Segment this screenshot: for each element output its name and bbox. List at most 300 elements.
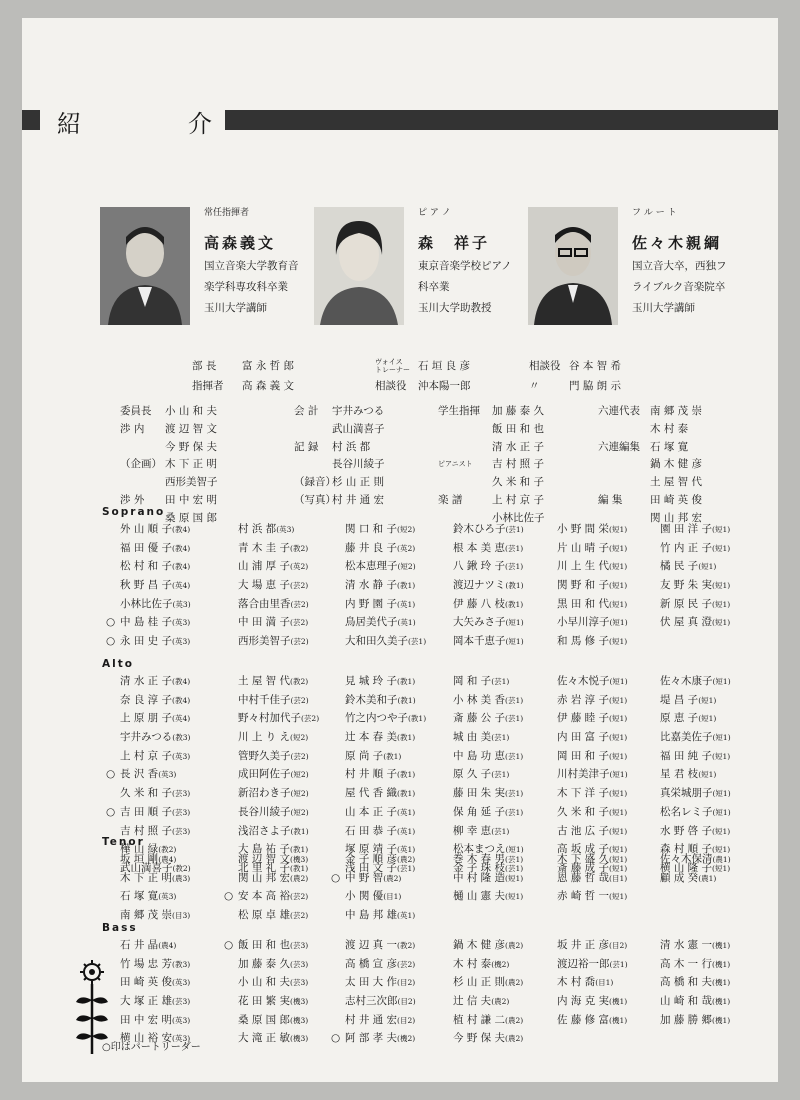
member-name: 石 田 恭 子 xyxy=(345,824,398,837)
member-name: 田 中 宏 明 xyxy=(120,1013,173,1026)
member-class: (教1) xyxy=(408,714,427,724)
member-entry xyxy=(345,539,415,559)
member-name: 関 口 和 子 xyxy=(345,523,398,535)
staff-cell: 石 垣 良 彦 xyxy=(418,360,471,372)
member-entry xyxy=(453,691,523,711)
bass-members xyxy=(120,936,760,1048)
member-class: (短1) xyxy=(698,770,717,780)
member-name: 上 村 京 子 xyxy=(120,749,173,762)
member-entry xyxy=(557,936,627,956)
member-entry xyxy=(331,869,402,889)
member-entry xyxy=(557,850,627,870)
member-class: (農2) xyxy=(383,873,402,883)
committee-row xyxy=(120,403,760,421)
member-entry xyxy=(557,709,627,729)
member-entry xyxy=(660,765,716,785)
committee-cell: 木 下 正 明 xyxy=(165,458,218,471)
profile-name: 森 祥子 xyxy=(418,234,491,252)
member-class: (芸1) xyxy=(397,863,416,873)
member-name: 樋 山 憲 夫 xyxy=(453,890,506,903)
staff-cell: 相談役 xyxy=(529,360,561,372)
member-row xyxy=(120,936,760,955)
member-class: (短1) xyxy=(609,807,628,817)
member-entry xyxy=(238,520,294,540)
member-name: 奈 良 淳 子 xyxy=(120,693,173,706)
member-class: (英2) xyxy=(290,562,309,572)
member-class: (短1) xyxy=(712,543,731,553)
member-row xyxy=(106,632,760,651)
member-name: 安 本 高 裕 xyxy=(238,890,291,903)
member-name: 小 林 美 香 xyxy=(453,693,506,706)
member-row xyxy=(120,869,760,888)
member-row xyxy=(120,887,760,906)
member-class: (短1) xyxy=(712,599,731,609)
committee-cell: 六連編集 xyxy=(598,440,640,453)
member-class: (農1) xyxy=(712,855,731,864)
member-class: (芸2) xyxy=(290,637,309,647)
member-class: (短1) xyxy=(712,618,731,628)
member-name: 今 野 保 夫 xyxy=(453,1032,506,1045)
staff-cell: ヴォイス トレーナー xyxy=(375,358,410,374)
member-entry xyxy=(345,557,416,577)
member-entry xyxy=(557,1011,627,1031)
member-entry xyxy=(660,672,731,692)
committee-cell: 宇井みつる xyxy=(332,405,385,417)
member-class: (芸3) xyxy=(290,978,309,988)
member-name: 根 本 美 恵 xyxy=(453,541,506,554)
member-class: (芸3) xyxy=(172,997,191,1007)
committee-cell: （録音） xyxy=(294,476,336,489)
part-leader-mark: ○ xyxy=(106,616,116,629)
member-class: (農2) xyxy=(491,997,510,1007)
member-class: (芸1) xyxy=(505,789,524,799)
member-name: 城 由 美 xyxy=(453,731,492,744)
photo-portrait xyxy=(314,207,404,325)
member-name: 金 子 順 彦 xyxy=(345,853,398,865)
member-entry xyxy=(120,728,190,748)
member-name: 和 馬 修 子 xyxy=(557,635,610,648)
committee-cell: 加 藤 泰 久 xyxy=(492,405,545,417)
member-entry xyxy=(345,672,415,692)
member-class: (教2) xyxy=(290,543,309,553)
member-name: 屋 代 香 織 xyxy=(345,787,398,800)
member-name: 加 藤 泰 久 xyxy=(238,957,291,970)
member-name: 園 田 洋 子 xyxy=(660,523,713,535)
member-class: (芸3) xyxy=(290,959,309,969)
member-class: (農4) xyxy=(158,941,177,950)
member-entry xyxy=(557,728,627,748)
member-entry xyxy=(557,869,627,889)
profile-line: 科卒業 xyxy=(418,281,450,293)
member-row xyxy=(120,955,760,974)
member-name: 吉 田 順 子 xyxy=(120,805,173,818)
member-entry xyxy=(660,747,730,767)
member-class: (英3) xyxy=(172,978,191,988)
member-name: 大和田久美子 xyxy=(345,635,408,648)
member-class: (短2) xyxy=(290,807,309,817)
staff-cell: 沖本陽一郎 xyxy=(418,380,471,392)
member-entry xyxy=(453,709,523,729)
header-title-1: 紹 xyxy=(57,110,83,138)
member-class: (芸1) xyxy=(491,770,510,780)
committee-cell: 関 山 邦 宏 xyxy=(650,511,703,524)
member-entry xyxy=(224,887,309,907)
member-name: 小林比佐子 xyxy=(120,597,173,610)
member-entry xyxy=(453,728,509,748)
profile-line: 玉川大学助教授 xyxy=(418,302,492,314)
member-class: (機1) xyxy=(609,1015,628,1025)
staff-row xyxy=(192,376,752,396)
committee-cell: （写真） xyxy=(294,493,336,506)
member-name: 岡本千恵子 xyxy=(453,635,506,648)
part-leader-mark: ○ xyxy=(106,805,116,818)
member-entry xyxy=(120,973,190,993)
member-class: (短1) xyxy=(712,789,731,799)
committee-cell: ピアニスト xyxy=(438,460,473,469)
committee-cell: 委員長 xyxy=(120,405,152,417)
member-name: 伊 藤 八 枝 xyxy=(453,597,506,610)
member-class: (教4) xyxy=(172,677,191,686)
member-name: 川村美津子 xyxy=(557,768,610,781)
member-name: 青 木 圭 子 xyxy=(238,541,291,554)
member-name: 新沼わき子 xyxy=(238,787,291,800)
member-row xyxy=(120,906,760,925)
member-name: 横 山 隆 子 xyxy=(660,861,713,874)
member-row xyxy=(120,784,760,803)
committee-cell: 桑 原 国 郎 xyxy=(165,511,218,524)
committee-cell: 楽 譜 xyxy=(438,493,463,506)
member-row xyxy=(120,1029,760,1048)
member-entry xyxy=(345,632,426,652)
member-entry xyxy=(238,765,309,785)
member-entry xyxy=(238,728,308,748)
member-name: 伊 藤 睦 子 xyxy=(557,712,610,725)
member-class: (教4) xyxy=(172,695,191,705)
member-class: (芸2) xyxy=(290,618,309,628)
member-name: 大矢みさ子 xyxy=(453,616,506,629)
member-entry xyxy=(106,803,191,823)
member-name: 山 崎 和 哉 xyxy=(660,995,713,1008)
member-entry xyxy=(106,632,191,652)
member-entry xyxy=(238,784,309,804)
member-class: (農2) xyxy=(505,1034,524,1044)
member-class: (短1) xyxy=(609,695,628,705)
member-class: (短1) xyxy=(609,892,628,902)
member-entry xyxy=(453,520,524,540)
member-class: (農1) xyxy=(698,873,717,883)
member-entry xyxy=(345,1011,415,1031)
profile-line: ライブルク音楽院卒 xyxy=(632,281,726,293)
member-name: 久 米 和 子 xyxy=(120,787,173,800)
member-class: (機2) xyxy=(397,1034,416,1044)
member-name: 見 城 玲 子 xyxy=(345,675,398,687)
header-left-bar xyxy=(22,110,40,130)
member-name: 成田阿佐子 xyxy=(238,768,291,781)
alto-members xyxy=(106,672,760,878)
member-name: 久 米 和 子 xyxy=(557,805,610,818)
member-name: 真栄城朋子 xyxy=(660,787,713,800)
member-class: (芸1) xyxy=(505,807,524,817)
staff-list xyxy=(192,356,752,396)
member-row xyxy=(120,850,760,869)
member-class: (機3) xyxy=(290,855,309,864)
member-name: 北 里 礼 子 xyxy=(238,861,291,874)
member-name: 黒 田 和 代 xyxy=(557,597,610,610)
member-class: (教1) xyxy=(505,581,524,591)
member-name: 樺 山 緑 xyxy=(120,843,159,856)
member-class: (短1) xyxy=(712,863,731,873)
member-entry xyxy=(345,728,415,748)
member-name: 大 場 恵 子 xyxy=(238,579,291,592)
member-class: (短1) xyxy=(505,873,524,883)
member-entry xyxy=(557,632,627,652)
member-class: (機1) xyxy=(712,997,731,1007)
member-entry xyxy=(660,728,731,748)
member-row xyxy=(120,576,760,595)
member-name: 花 田 繁 実 xyxy=(238,995,291,1008)
member-name: 鳥居美代子 xyxy=(345,616,398,629)
committee-cell: 久 米 和 子 xyxy=(492,476,545,489)
member-row xyxy=(120,520,760,539)
member-name: 原 久 子 xyxy=(453,768,492,781)
member-class: (目2) xyxy=(397,1015,416,1025)
member-entry xyxy=(120,784,190,804)
member-class: (教4) xyxy=(172,543,191,553)
member-entry xyxy=(453,595,523,615)
member-name: 山 浦 厚 子 xyxy=(238,560,291,573)
member-class: (芸2) xyxy=(290,892,309,902)
member-row xyxy=(106,765,760,784)
committee-cell: 村 井 通 宏 xyxy=(332,493,385,506)
committee-cell: （企画） xyxy=(120,458,162,471)
member-entry xyxy=(453,973,523,993)
member-class: (英3) xyxy=(172,637,191,647)
member-class: (芸1) xyxy=(491,733,510,743)
committee-row xyxy=(120,456,760,474)
profile-pianist xyxy=(314,203,534,343)
member-class: (目2) xyxy=(397,997,416,1007)
member-class: (教1) xyxy=(397,770,416,780)
member-name: 石 井 晶 xyxy=(120,939,159,951)
member-row xyxy=(120,973,760,992)
member-row xyxy=(120,822,760,841)
member-entry xyxy=(120,557,190,577)
member-name: 松 村 和 子 xyxy=(120,560,173,573)
member-name: 横 山 裕 安 xyxy=(120,1032,173,1045)
member-class: (短1) xyxy=(609,618,628,628)
member-name: 中 田 満 子 xyxy=(238,616,291,629)
member-class: (教3) xyxy=(172,959,191,969)
member-entry xyxy=(120,595,191,615)
member-class: (機2) xyxy=(491,959,510,969)
member-class: (芸1) xyxy=(505,525,524,534)
member-entry xyxy=(120,955,190,975)
member-class: (芸2) xyxy=(301,714,320,724)
member-class: (芸1) xyxy=(505,751,524,761)
member-class: (短1) xyxy=(505,892,524,902)
member-entry xyxy=(453,955,509,975)
member-name: 古 池 広 子 xyxy=(557,824,610,837)
committee-cell: 田 崎 英 俊 xyxy=(650,493,703,506)
member-name: 外 山 順 子 xyxy=(120,523,173,535)
member-name: 松本まつえ xyxy=(453,843,506,856)
member-class: (目3) xyxy=(172,911,191,921)
member-name: 長谷川綾子 xyxy=(238,805,291,818)
member-name: 顧 成 癸 xyxy=(660,871,699,884)
member-entry xyxy=(345,709,426,729)
member-class: (短1) xyxy=(698,714,717,724)
member-name: 管野久美子 xyxy=(238,749,291,762)
member-class: (目1) xyxy=(595,978,614,988)
member-entry xyxy=(557,784,627,804)
member-name: 渡辺裕一郎 xyxy=(557,957,610,970)
member-name: 新 原 民 子 xyxy=(660,597,713,610)
member-name: 村 浜 都 xyxy=(238,523,277,535)
profile-name: 佐々木親綱 xyxy=(632,234,723,252)
member-entry xyxy=(345,803,415,823)
member-row xyxy=(120,1011,760,1030)
member-name: 山 本 正 子 xyxy=(345,805,398,818)
member-class: (短1) xyxy=(609,637,628,647)
member-entry xyxy=(557,520,627,540)
member-class: (短1) xyxy=(505,618,524,628)
member-class: (短1) xyxy=(609,677,628,686)
member-class: (短1) xyxy=(712,807,731,817)
member-name: 長 沢 香 xyxy=(120,768,159,781)
member-class: (英3) xyxy=(172,1015,191,1025)
member-class: (短1) xyxy=(609,714,628,724)
member-class: (教2) xyxy=(172,863,191,873)
member-name: 杉 山 正 則 xyxy=(453,976,506,989)
member-class: (教1) xyxy=(397,695,416,705)
member-name: 植 村 謙 二 xyxy=(453,1013,506,1026)
member-entry xyxy=(557,595,627,615)
member-class: (芸1) xyxy=(491,677,510,686)
member-name: 坂 井 正 彦 xyxy=(557,939,610,951)
member-entry xyxy=(557,576,627,596)
soprano-members xyxy=(106,520,760,651)
member-class: (英1) xyxy=(397,599,416,609)
committee-cell: 記 録 xyxy=(294,440,319,453)
member-entry xyxy=(106,613,191,633)
member-name: 小 山 和 夫 xyxy=(238,976,291,989)
member-entry xyxy=(238,869,308,889)
member-class: (教1) xyxy=(397,677,416,686)
member-class: (短1) xyxy=(698,562,717,572)
member-entry xyxy=(453,672,509,692)
member-row xyxy=(106,613,760,632)
member-class: (芸2) xyxy=(290,581,309,591)
member-name: 志村三次郎 xyxy=(345,995,398,1008)
member-entry xyxy=(331,1029,416,1049)
member-name: 清 水 正 子 xyxy=(120,675,173,687)
committee-cell: 学生指揮 xyxy=(438,405,480,417)
profile-line: 玉川大学講師 xyxy=(632,302,695,314)
member-entry xyxy=(660,539,730,559)
committee-cell: 土 屋 智 代 xyxy=(650,476,703,489)
member-name: 太 田 大 作 xyxy=(345,976,398,989)
member-entry xyxy=(238,691,309,711)
member-entry xyxy=(660,992,730,1012)
member-name: 清 水 憲 一 xyxy=(660,939,713,951)
member-name: 鍋 木 健 彦 xyxy=(453,939,506,951)
committee-cell: 吉 村 照 子 xyxy=(492,458,545,471)
member-class: (短1) xyxy=(609,581,628,591)
committee-cell: 渡 辺 智 文 xyxy=(165,422,218,435)
member-row xyxy=(120,691,760,710)
member-entry xyxy=(557,887,627,907)
member-class: (短1) xyxy=(712,733,731,743)
member-class: (短2) xyxy=(290,789,309,799)
member-class: (英1) xyxy=(397,618,416,628)
member-name: 中 村 隆 造 xyxy=(453,871,506,884)
member-entry xyxy=(557,765,628,785)
member-name: 永 田 史 子 xyxy=(120,635,173,648)
member-entry xyxy=(557,557,627,577)
staff-cell: 門 脇 朗 示 xyxy=(569,380,622,392)
member-name: 恩 藤 哲 哉 xyxy=(557,871,610,884)
header-right-bar xyxy=(225,110,778,130)
member-name: 佐 藤 修 富 xyxy=(557,1013,610,1026)
committee-row xyxy=(120,492,760,510)
member-entry xyxy=(660,784,731,804)
member-class: (短2) xyxy=(397,525,416,534)
member-class: (短1) xyxy=(712,751,731,761)
member-entry xyxy=(453,539,523,559)
member-entry xyxy=(453,765,509,785)
member-entry xyxy=(238,850,308,870)
member-name: 西形美智子 xyxy=(238,635,291,648)
member-entry xyxy=(557,691,627,711)
member-entry xyxy=(345,784,415,804)
committee-row xyxy=(120,439,760,457)
member-entry xyxy=(120,869,190,889)
member-class: (教1) xyxy=(397,789,416,799)
member-name: 川 上 り え xyxy=(238,731,291,744)
member-entry xyxy=(557,672,628,692)
member-name: 斎 藤 成 子 xyxy=(557,861,610,874)
member-class: (芸1) xyxy=(505,695,524,705)
member-entry xyxy=(238,1011,308,1031)
member-entry xyxy=(345,595,415,615)
member-name: 加 藤 勝 郷 xyxy=(660,1013,713,1026)
member-class: (教1) xyxy=(290,826,309,836)
committee-list xyxy=(120,403,760,528)
member-entry xyxy=(453,632,524,652)
committee-cell: 武山満喜子 xyxy=(332,422,385,435)
member-class: (短1) xyxy=(712,826,731,836)
member-entry xyxy=(345,955,415,975)
member-name: 八 鍬 玲 子 xyxy=(453,560,506,573)
profile-line: 東京音楽学校ピアノ xyxy=(418,260,512,272)
member-row xyxy=(120,728,760,747)
member-name: 南 郷 茂 崇 xyxy=(120,909,173,922)
member-name: 秋 野 昌 子 xyxy=(120,579,173,592)
committee-cell: 西形美智子 xyxy=(165,476,218,489)
member-name: 内 田 富 子 xyxy=(557,731,610,744)
member-class: (機1) xyxy=(712,941,731,950)
member-entry xyxy=(238,973,308,993)
member-entry xyxy=(345,973,415,993)
member-row xyxy=(120,709,760,728)
member-name: 巻 木 春 男 xyxy=(453,853,506,865)
member-entry xyxy=(120,850,176,870)
member-class: (教1) xyxy=(505,599,524,609)
brochure-page xyxy=(22,18,778,1082)
member-row xyxy=(106,803,760,822)
member-entry xyxy=(557,973,613,993)
member-class: (教1) xyxy=(290,863,309,873)
